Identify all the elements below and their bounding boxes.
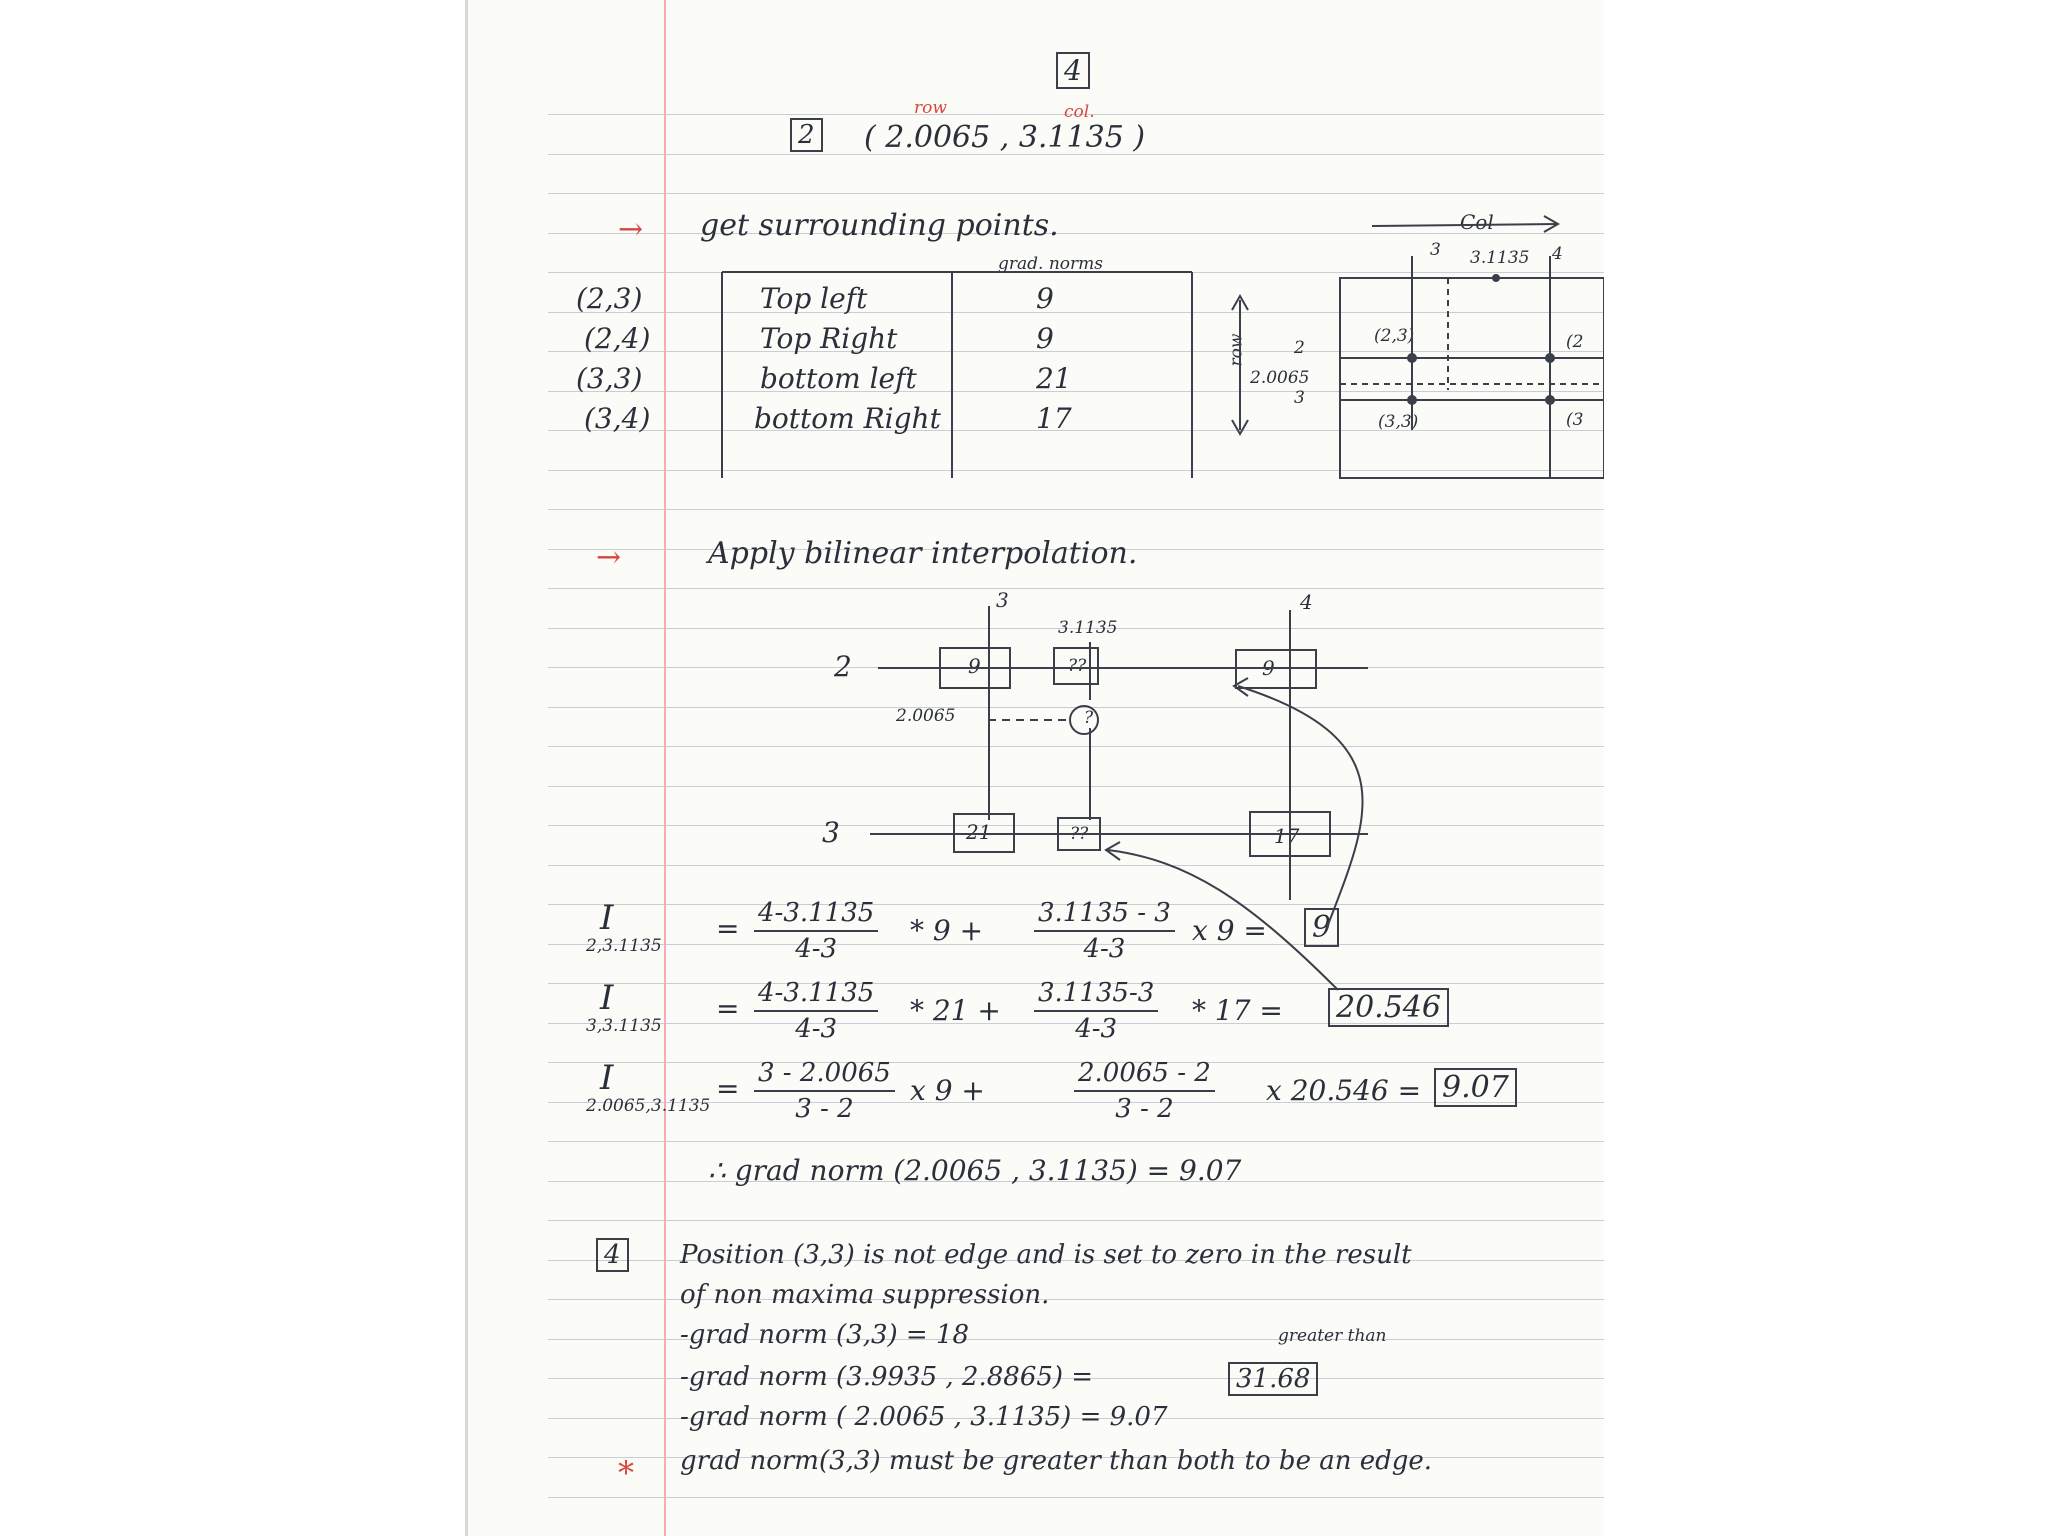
equation-result: 9 (1304, 908, 1339, 947)
fraction-1-numerator: 3 - 2.0065 (754, 1058, 895, 1092)
equation-lhs: I (600, 898, 614, 938)
part4-line2: of non maxima suppression. (680, 1280, 1050, 1310)
conclusion: ∴ grad norm (2.0065 , 3.1135) = 9.07 (708, 1154, 1242, 1187)
problem-point: ( 2.0065 , 3.1135 ) (864, 120, 1146, 155)
equation-lhs: I (600, 978, 614, 1018)
fraction-1-denominator: 4-3 (795, 934, 838, 964)
fraction-2-denominator: 4-3 (1083, 934, 1126, 964)
table-grad-norm: 17 (1036, 402, 1072, 435)
table-position-name: bottom Right (754, 402, 941, 435)
equation-subscript: 3,3.1135 (586, 1016, 662, 1036)
equation-multiplier-1: * 21 + (910, 994, 1001, 1027)
mini-point-tl: (2,3) (1374, 326, 1415, 346)
drawing-layer (468, 0, 1604, 1536)
mini-row-bottom: 3 (1294, 388, 1305, 408)
fraction-1-denominator: 3 - 2 (795, 1094, 854, 1124)
star-mark: * (618, 1454, 634, 1492)
equation-multiplier-2: * 17 = (1192, 994, 1283, 1027)
equation-result: 20.546 (1328, 988, 1449, 1027)
part4-item-3: -grad norm ( 2.0065 , 3.1135) = 9.07 (680, 1402, 1168, 1432)
grid-top-left-value: 9 (968, 654, 981, 678)
equation-equals: = (716, 1072, 740, 1105)
problem-label: 2 (790, 118, 823, 152)
equation-multiplier-1: * 9 + (910, 914, 984, 947)
grid-bottom-unknown: ?? (1070, 824, 1089, 844)
fraction-1-denominator: 4-3 (795, 1014, 838, 1044)
part4-final: grad norm(3,3) must be greater than both to be an edge. (680, 1446, 1433, 1476)
fraction-2-numerator: 3.1135-3 (1034, 978, 1158, 1012)
equation-subscript: 2.0065,3.1135 (586, 1096, 711, 1116)
fraction-2-numerator: 2.0065 - 2 (1074, 1058, 1215, 1092)
grid-row3-label: 3 (822, 816, 840, 849)
mini-point-tr: (2 (1566, 332, 1584, 352)
mini-col-left: 3 (1430, 240, 1441, 260)
grid-bottom-left-value: 21 (966, 820, 992, 844)
grid-top-unknown: ?? (1068, 656, 1087, 676)
fraction-2-numerator: 3.1135 - 3 (1034, 898, 1175, 932)
mini-row-label: row (1226, 333, 1247, 367)
grid-center-unknown: ? (1084, 708, 1094, 728)
step1-text: get surrounding points. (700, 208, 1059, 243)
col-annotation: col. (1064, 102, 1095, 122)
fraction-1-numerator: 4-3.1135 (754, 978, 878, 1012)
step2-text: Apply bilinear interpolation. (708, 536, 1138, 571)
fraction-2-denominator: 3 - 2 (1115, 1094, 1174, 1124)
equation-lhs: I (600, 1058, 614, 1098)
mini-row-top: 2 (1294, 338, 1305, 358)
grid-row-value: 2.0065 (896, 706, 956, 726)
equation-multiplier-1: x 9 + (910, 1074, 985, 1107)
table-coord: (2,3) (576, 282, 643, 315)
table-coord: (3,3) (576, 362, 643, 395)
mini-col-value: 3.1135 (1470, 248, 1530, 268)
table-position-name: Top left (760, 282, 868, 315)
mini-point-bl: (3,3) (1378, 412, 1419, 432)
page-number: 4 (1056, 52, 1090, 89)
mini-col-label: Col (1460, 210, 1494, 234)
grid-top-right-value: 9 (1262, 656, 1275, 680)
table-grad-norm: 21 (1036, 362, 1072, 395)
table-grad-norm: 9 (1036, 322, 1054, 355)
part4-line1: Position (3,3) is not edge and is set to zero in the result (680, 1240, 1412, 1270)
part4-item-2: -grad norm (3.9935 , 2.8865) = (680, 1362, 1094, 1392)
table-grad-norm: 9 (1036, 282, 1054, 315)
grid-bottom-right-value: 17 (1274, 824, 1300, 848)
grid-col3-label: 3 (996, 588, 1009, 612)
equation-subscript: 2,3.1135 (586, 936, 662, 956)
equation-multiplier-2: x 20.546 = (1266, 1074, 1422, 1107)
greater-than-note: greater than (1278, 1326, 1387, 1346)
part4-item-1: -grad norm (3,3) = 18 (680, 1320, 970, 1350)
grid-col-value: 3.1135 (1058, 618, 1118, 638)
fraction-2-denominator: 4-3 (1075, 1014, 1118, 1044)
table-position-name: bottom left (760, 362, 917, 395)
grid-row2-label: 2 (834, 650, 852, 683)
equation-multiplier-2: x 9 = (1192, 914, 1267, 947)
fraction-1-numerator: 4-3.1135 (754, 898, 878, 932)
table-coord: (2,4) (584, 322, 651, 355)
mini-col-right: 4 (1552, 244, 1563, 264)
equation-equals: = (716, 992, 740, 1025)
table-position-name: Top Right (760, 322, 898, 355)
mini-point-br: (3 (1566, 410, 1584, 430)
grad-norms-header: grad. norms (998, 254, 1103, 274)
table-coord: (3,4) (584, 402, 651, 435)
equation-equals: = (716, 912, 740, 945)
step1-arrow: → (618, 212, 644, 247)
part4-label: 4 (596, 1238, 629, 1272)
grid-col4-label: 4 (1300, 590, 1313, 614)
equation-result: 9.07 (1434, 1068, 1517, 1107)
mini-row-value: 2.0065 (1250, 368, 1310, 388)
part4-item-2-boxed: 31.68 (1228, 1362, 1318, 1396)
step2-arrow: → (596, 540, 622, 575)
row-annotation: row (914, 98, 947, 118)
notebook-page (468, 0, 1604, 1536)
